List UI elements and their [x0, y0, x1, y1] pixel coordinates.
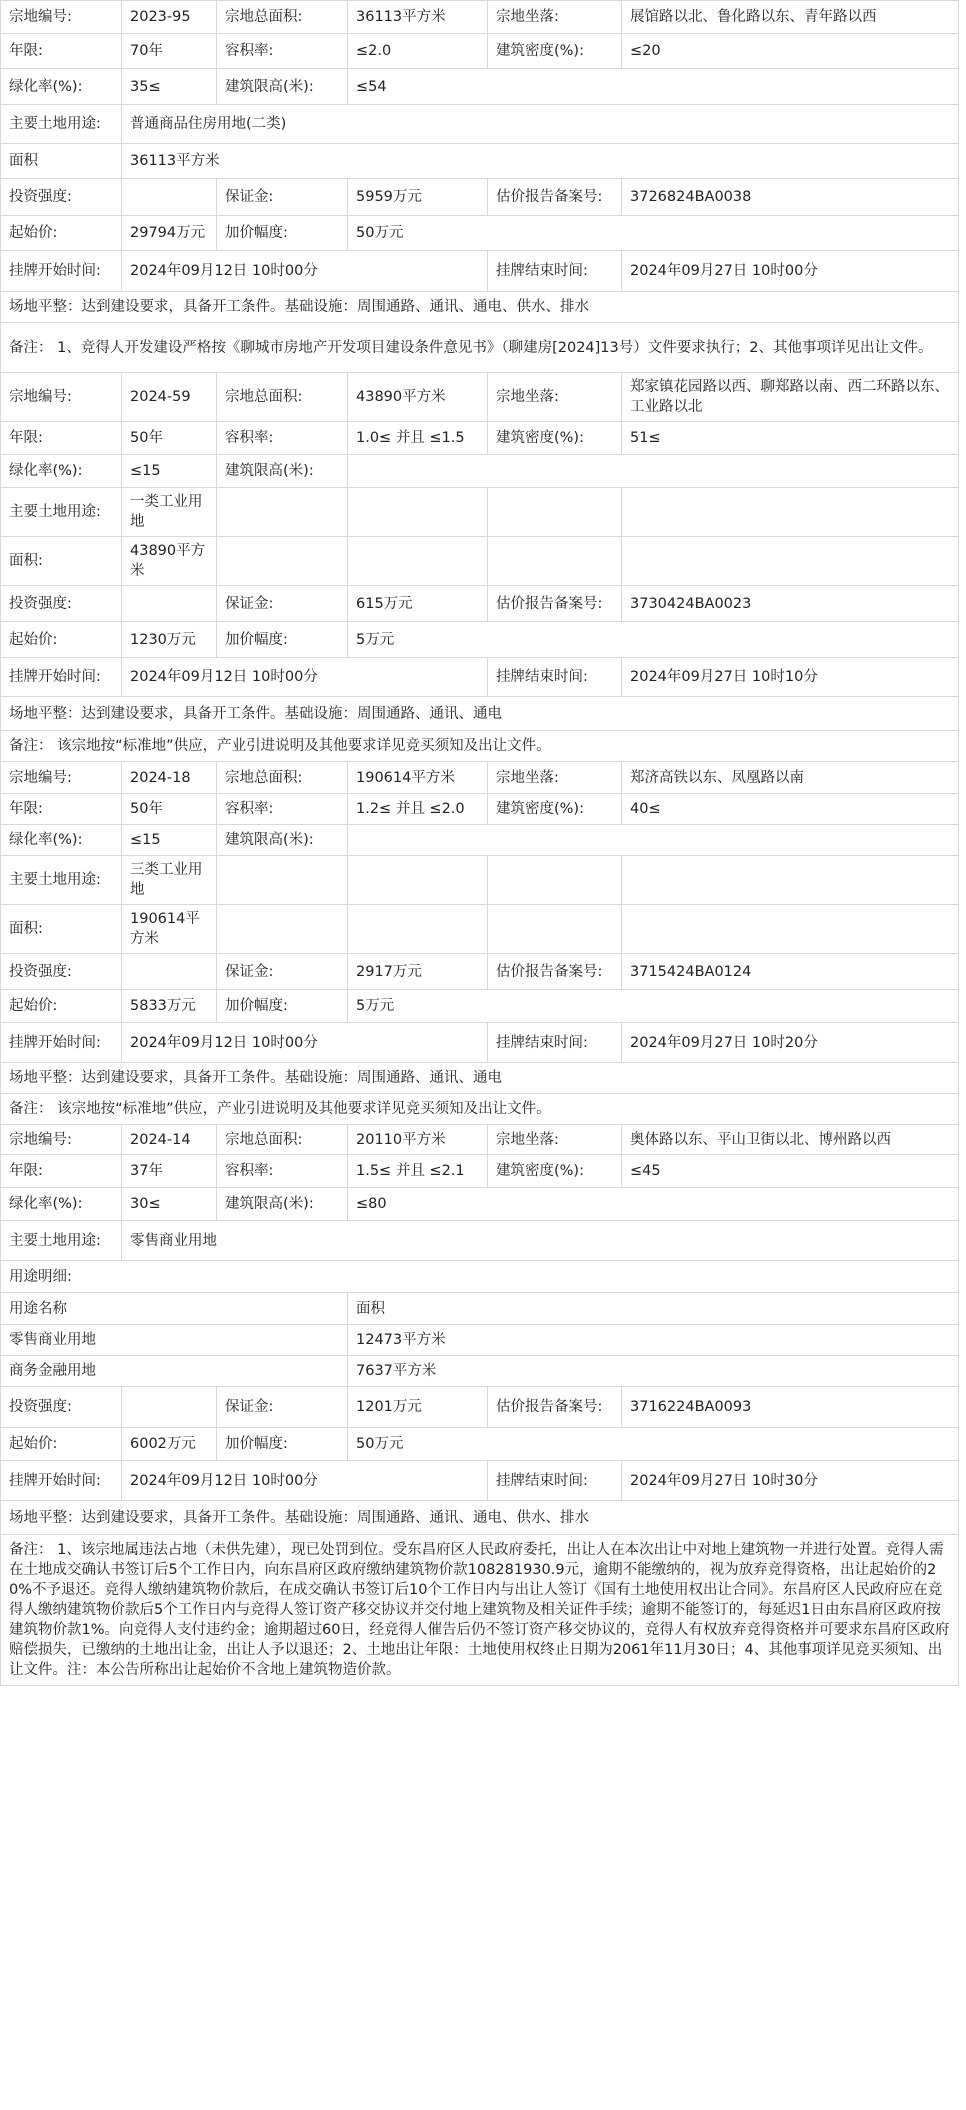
field-label: 主要土地用途: [1, 488, 122, 537]
field-label: 宗地坐落: [488, 1, 622, 34]
field-label: 宗地编号: [1, 762, 122, 794]
use-area: 7637平方米 [348, 1356, 959, 1387]
field-value: 1.5≤ 并且 ≤2.1 [348, 1155, 488, 1188]
field-value: 2024-14 [122, 1125, 217, 1155]
remarks: 备注： 1、竞得人开发建设严格按《聊城市房地产开发项目建设条件意见书》（聊建房[2024]13号）文件要求执行；2、其他事项详见出让文件。 [1, 323, 959, 373]
field-label: 容积率: [217, 422, 348, 455]
field-value: ≤54 [348, 69, 959, 105]
field-value: 1.2≤ 并且 ≤2.0 [348, 794, 488, 825]
field-value: 2024年09月12日 10时00分 [122, 251, 488, 292]
field-label: 加价幅度: [217, 622, 348, 658]
field-value: 70年 [122, 34, 217, 69]
field-value: 2917万元 [348, 954, 488, 990]
empty-cell [488, 537, 622, 586]
field-label: 主要土地用途: [1, 1221, 122, 1261]
field-value: 3726824BA0038 [622, 179, 959, 216]
field-value: 5959万元 [348, 179, 488, 216]
empty-cell [622, 905, 959, 954]
use-area: 12473平方米 [348, 1325, 959, 1356]
field-label: 加价幅度: [217, 990, 348, 1023]
field-value: 3716224BA0093 [622, 1387, 959, 1428]
field-label: 主要土地用途: [1, 105, 122, 144]
remarks: 备注： 1、该宗地属违法占地（未供先建），现已处罚到位。受东昌府区人民政府委托，出让人在本次出让中对地上建筑物一并进行处置。竞得人需在土地成交确认书签订后5个工作日内，向东昌府区政府缴纳建筑物价款108281930.9元，逾期不能缴纳的，视为放弃竞得资格，出让起始价的20%不予退还。竞得人缴纳建筑物价款后，在成交确认书签订后10个工作日内与出让人签订《国有土地使用权出让合同》。东昌府区人民政府应在竞得人缴纳建筑物价款后5个工作日内与竞得人签订资产移交协议并交付地上建筑物及相关证件手续；逾期不能签订的，每延迟1日由东昌府区政府按建筑物价款1%。向竞得人支付违约金；逾期超过60日，经竞得人催告后仍不签订资产移交协议的，竞得人有权放弃竞得资格并可要求东昌府区政府赔偿损失，已缴纳的土地出让金，出让人予以退还；2、土地出让年限：土地使用权终止日期为2061年11月30日；4、其他事项详见竞买须知、出让文件。注：本公告所称出让起始价不含地上建筑物造价款。 [1, 1535, 959, 1686]
field-label: 投资强度: [1, 179, 122, 216]
field-value: 5833万元 [122, 990, 217, 1023]
field-value: 1.0≤ 并且 ≤1.5 [348, 422, 488, 455]
field-value: 零售商业用地 [122, 1221, 959, 1261]
table-row [1, 144, 959, 179]
field-value: 2023-95 [122, 1, 217, 34]
table-row [1, 794, 959, 825]
use-header-name: 用途名称 [1, 1293, 348, 1325]
field-label: 绿化率(%): [1, 825, 122, 856]
field-label: 宗地坐落: [488, 373, 622, 422]
table-row [1, 1063, 959, 1094]
field-label: 宗地总面积: [217, 1125, 348, 1155]
field-label: 投资强度: [1, 954, 122, 990]
field-label: 容积率: [217, 1155, 348, 1188]
field-label: 投资强度: [1, 1387, 122, 1428]
field-label: 起始价: [1, 990, 122, 1023]
field-label: 起始价: [1, 622, 122, 658]
table-row [1, 1023, 959, 1063]
empty-cell [488, 905, 622, 954]
field-label: 绿化率(%): [1, 455, 122, 488]
field-value: 郑济高铁以东、凤凰路以南 [622, 762, 959, 794]
table-row [1, 825, 959, 856]
field-value: 43890平方米 [348, 373, 488, 422]
table-row [1, 1221, 959, 1261]
empty-cell [348, 488, 488, 537]
field-label: 估价报告备案号: [488, 1387, 622, 1428]
field-value: 51≤ [622, 422, 959, 455]
field-label: 起始价: [1, 216, 122, 251]
field-value: 36113平方米 [348, 1, 488, 34]
field-label: 面积: [1, 905, 122, 954]
table-row [1, 488, 959, 537]
field-value: 2024年09月12日 10时00分 [122, 1023, 488, 1063]
field-value: ≤80 [348, 1188, 959, 1221]
field-label: 起始价: [1, 1428, 122, 1461]
field-label: 主要土地用途: [1, 856, 122, 905]
table-row [1, 1155, 959, 1188]
field-value: 2024年09月27日 10时00分 [622, 251, 959, 292]
field-value: 43890平方米 [122, 537, 217, 586]
field-label: 投资强度: [1, 586, 122, 622]
field-value: 50万元 [348, 1428, 959, 1461]
field-label: 绿化率(%): [1, 1188, 122, 1221]
remarks: 备注： 该宗地按“标准地”供应，产业引进说明及其他要求详见竞买须知及出让文件。 [1, 731, 959, 762]
field-label: 年限: [1, 794, 122, 825]
table-row [1, 537, 959, 586]
table-row [1, 1125, 959, 1155]
field-value: ≤15 [122, 825, 217, 856]
use-name: 零售商业用地 [1, 1325, 348, 1356]
field-value [122, 586, 217, 622]
table-row [1, 990, 959, 1023]
field-value: 5万元 [348, 990, 959, 1023]
use-header-area: 面积 [348, 1293, 959, 1325]
field-label: 保证金: [217, 954, 348, 990]
field-value: 5万元 [348, 622, 959, 658]
table-row [1, 179, 959, 216]
table-row [1, 1461, 959, 1501]
table-row [1, 216, 959, 251]
empty-cell [217, 856, 348, 905]
empty-cell [622, 856, 959, 905]
table-row [1, 69, 959, 105]
field-value [348, 825, 959, 856]
field-value: 30≤ [122, 1188, 217, 1221]
field-value [122, 1387, 217, 1428]
field-label: 挂牌结束时间: [488, 1461, 622, 1501]
field-value: 2024年09月27日 10时10分 [622, 658, 959, 697]
use-detail-label: 用途明细: [1, 1261, 959, 1293]
field-value [122, 179, 217, 216]
site-conditions: 场地平整：达到建设要求，具备开工条件。基础设施：周围通路、通讯、通电 [1, 1063, 959, 1094]
field-label: 挂牌结束时间: [488, 1023, 622, 1063]
field-value [122, 954, 217, 990]
field-value: 37年 [122, 1155, 217, 1188]
table-row [1, 455, 959, 488]
site-conditions: 场地平整：达到建设要求，具备开工条件。基础设施：周围通路、通讯、通电、供水、排水 [1, 1501, 959, 1535]
empty-cell [348, 537, 488, 586]
field-value: 展馆路以北、鲁化路以东、青年路以西 [622, 1, 959, 34]
site-conditions: 场地平整：达到建设要求，具备开工条件。基础设施：周围通路、通讯、通电、供水、排水 [1, 292, 959, 323]
table-row [1, 856, 959, 905]
table-row [1, 622, 959, 658]
field-label: 建筑限高(米): [217, 825, 348, 856]
field-label: 建筑限高(米): [217, 1188, 348, 1221]
table-row [1, 905, 959, 954]
table-row [1, 1428, 959, 1461]
table-row [1, 954, 959, 990]
field-label: 估价报告备案号: [488, 586, 622, 622]
field-value: 3730424BA0023 [622, 586, 959, 622]
field-label: 建筑密度(%): [488, 794, 622, 825]
field-value: 郑家镇花园路以西、聊郑路以南、西二环路以东、工业路以北 [622, 373, 959, 422]
field-label: 加价幅度: [217, 1428, 348, 1461]
field-label: 估价报告备案号: [488, 954, 622, 990]
field-value: 2024-59 [122, 373, 217, 422]
field-label: 保证金: [217, 1387, 348, 1428]
field-value: 3715424BA0124 [622, 954, 959, 990]
table-row [1, 586, 959, 622]
field-label: 挂牌开始时间: [1, 658, 122, 697]
remarks: 备注： 该宗地按“标准地”供应，产业引进说明及其他要求详见竞买须知及出让文件。 [1, 1094, 959, 1125]
empty-cell [217, 905, 348, 954]
table-row [1, 1188, 959, 1221]
field-label: 建筑密度(%): [488, 34, 622, 69]
field-label: 宗地编号: [1, 1125, 122, 1155]
field-label: 面积: [1, 537, 122, 586]
field-label: 宗地编号: [1, 1, 122, 34]
table-row [1, 251, 959, 292]
field-label: 年限: [1, 34, 122, 69]
field-label: 挂牌开始时间: [1, 1461, 122, 1501]
table-row [1, 1535, 959, 1686]
field-value: 6002万元 [122, 1428, 217, 1461]
field-label: 保证金: [217, 586, 348, 622]
field-value: 三类工业用地 [122, 856, 217, 905]
field-value: 29794万元 [122, 216, 217, 251]
table-row [1, 1325, 959, 1356]
empty-cell [622, 488, 959, 537]
field-value: 190614平方米 [122, 905, 217, 954]
empty-cell [488, 488, 622, 537]
empty-cell [622, 537, 959, 586]
empty-cell [488, 856, 622, 905]
table-row [1, 1261, 959, 1293]
use-name: 商务金融用地 [1, 1356, 348, 1387]
table-row [1, 658, 959, 697]
empty-cell [348, 856, 488, 905]
field-value: 50万元 [348, 216, 959, 251]
field-label: 挂牌开始时间: [1, 1023, 122, 1063]
field-label: 挂牌结束时间: [488, 251, 622, 292]
field-value: 2024年09月27日 10时30分 [622, 1461, 959, 1501]
field-label: 建筑限高(米): [217, 455, 348, 488]
table-row [1, 422, 959, 455]
table-row [1, 762, 959, 794]
field-label: 宗地编号: [1, 373, 122, 422]
field-label: 保证金: [217, 179, 348, 216]
field-value: 190614平方米 [348, 762, 488, 794]
field-label: 绿化率(%): [1, 69, 122, 105]
field-value: ≤2.0 [348, 34, 488, 69]
field-label: 宗地坐落: [488, 762, 622, 794]
table-row [1, 105, 959, 144]
table-row [1, 292, 959, 323]
field-value: 1230万元 [122, 622, 217, 658]
field-value: ≤20 [622, 34, 959, 69]
field-value: 36113平方米 [122, 144, 959, 179]
table-row [1, 323, 959, 373]
field-value: 一类工业用地 [122, 488, 217, 537]
field-label: 挂牌开始时间: [1, 251, 122, 292]
field-label: 年限: [1, 422, 122, 455]
field-label: 建筑密度(%): [488, 1155, 622, 1188]
site-conditions: 场地平整：达到建设要求，具备开工条件。基础设施：周围通路、通讯、通电 [1, 697, 959, 731]
table-row [1, 1293, 959, 1325]
field-value: 20110平方米 [348, 1125, 488, 1155]
table-row [1, 34, 959, 69]
field-value: ≤15 [122, 455, 217, 488]
field-label: 面积 [1, 144, 122, 179]
table-row [1, 1356, 959, 1387]
field-label: 年限: [1, 1155, 122, 1188]
field-value: 奥体路以东、平山卫街以北、博州路以西 [622, 1125, 959, 1155]
field-value: 1201万元 [348, 1387, 488, 1428]
field-label: 容积率: [217, 34, 348, 69]
field-label: 宗地坐落: [488, 1125, 622, 1155]
field-label: 宗地总面积: [217, 373, 348, 422]
table-row [1, 1387, 959, 1428]
field-value: 2024年09月12日 10时00分 [122, 658, 488, 697]
field-label: 估价报告备案号: [488, 179, 622, 216]
empty-cell [348, 905, 488, 954]
field-value: 35≤ [122, 69, 217, 105]
empty-cell [217, 488, 348, 537]
field-value: 615万元 [348, 586, 488, 622]
field-value: 普通商品住房用地(二类) [122, 105, 959, 144]
field-value: 50年 [122, 794, 217, 825]
field-label: 挂牌结束时间: [488, 658, 622, 697]
table-row [1, 373, 959, 422]
table-row [1, 697, 959, 731]
field-value: 2024年09月27日 10时20分 [622, 1023, 959, 1063]
field-value: 40≤ [622, 794, 959, 825]
table-row [1, 1094, 959, 1125]
table-row [1, 1, 959, 34]
field-value: 2024-18 [122, 762, 217, 794]
table-row [1, 1501, 959, 1535]
empty-cell [217, 537, 348, 586]
field-label: 加价幅度: [217, 216, 348, 251]
field-label: 建筑限高(米): [217, 69, 348, 105]
field-label: 宗地总面积: [217, 762, 348, 794]
table-row [1, 731, 959, 762]
field-label: 建筑密度(%): [488, 422, 622, 455]
field-value: 50年 [122, 422, 217, 455]
field-value: 2024年09月12日 10时00分 [122, 1461, 488, 1501]
field-value: ≤45 [622, 1155, 959, 1188]
field-label: 宗地总面积: [217, 1, 348, 34]
field-label: 容积率: [217, 794, 348, 825]
field-value [348, 455, 959, 488]
